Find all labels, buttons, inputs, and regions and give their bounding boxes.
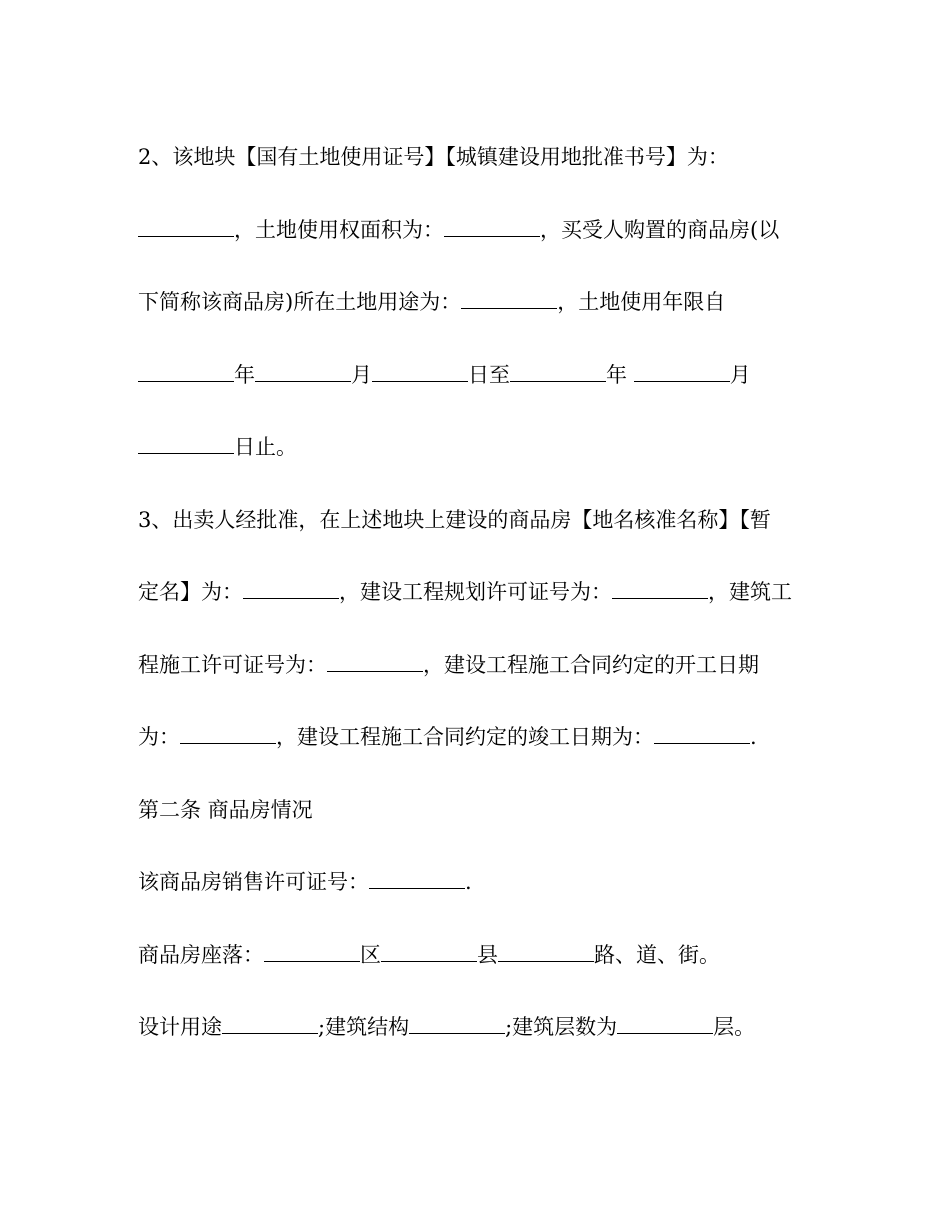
text: 2、该地块【国有土地使用证号】【城镇建设用地批准书号】为： (138, 145, 729, 169)
clause-3-line-3 (138, 650, 828, 680)
fill-blank[interactable] (180, 723, 276, 744)
fill-blank[interactable] (264, 941, 360, 962)
text: . (465, 870, 472, 894)
fill-blank[interactable] (222, 1013, 318, 1034)
fill-blank[interactable] (654, 723, 750, 744)
text: . (750, 725, 757, 749)
clause-3-line-2 (138, 577, 828, 607)
fill-blank[interactable] (138, 361, 234, 382)
text: ，土地使用权面积为： (234, 218, 444, 242)
text: ，建设工程施工合同约定的开工日期 (423, 653, 759, 677)
fill-blank[interactable] (255, 361, 351, 382)
fill-blank[interactable] (369, 868, 465, 889)
fill-blank[interactable] (617, 1013, 713, 1034)
fill-blank[interactable] (634, 361, 730, 382)
text: 区 (360, 943, 381, 967)
fill-blank[interactable] (372, 361, 468, 382)
text: 日止。 (234, 435, 297, 459)
fill-blank[interactable] (138, 433, 234, 454)
location-line (138, 940, 828, 970)
text: 县 (477, 943, 498, 967)
text: 该商品房销售许可证号： (138, 870, 369, 894)
article-2-heading (138, 795, 828, 825)
text: ;建筑结构 (318, 1015, 410, 1039)
clause-3-line-4 (138, 722, 828, 752)
text: 下简称该商品房)所在土地用途为： (138, 290, 462, 314)
fill-blank[interactable] (510, 361, 606, 382)
clause-2-line-4 (138, 360, 828, 390)
text: ，建设工程施工合同约定的竣工日期为： (276, 725, 654, 749)
text: 日至 (468, 363, 510, 387)
fill-blank[interactable] (498, 941, 594, 962)
text: 月 (729, 363, 751, 387)
clause-2-line-5 (138, 432, 828, 462)
text: ，土地使用年限自 (557, 290, 726, 314)
sales-license-line (138, 867, 828, 897)
text: ，建设工程规划许可证号为： (339, 580, 612, 604)
clause-3-line-1 (138, 505, 828, 535)
text: 第二条 商品房情况 (138, 798, 313, 822)
fill-blank[interactable] (138, 216, 234, 237)
text: 3、出卖人经批准，在上述地块上建设的商品房【地名核准名称】【暂 (138, 508, 771, 532)
text: 为： (138, 725, 180, 749)
text: 商品房座落： (138, 943, 264, 967)
text: 年 (234, 363, 255, 387)
fill-blank[interactable] (444, 216, 540, 237)
clause-2-line-3 (138, 287, 828, 317)
fill-blank[interactable] (409, 1013, 505, 1034)
text: ;建筑层数为 (505, 1015, 618, 1039)
fill-blank[interactable] (461, 288, 557, 309)
text: ，买受人购置的商品房(以 (540, 218, 780, 242)
clause-2-line-1 (138, 142, 828, 172)
design-use-line (138, 1012, 828, 1042)
fill-blank[interactable] (612, 578, 708, 599)
fill-blank[interactable] (327, 651, 423, 672)
fill-blank[interactable] (381, 941, 477, 962)
text: 月 (351, 363, 372, 387)
text: 年 (606, 363, 634, 387)
text: 层。 (713, 1015, 756, 1039)
text: 路、道、街。 (594, 943, 720, 967)
clause-2-line-2 (138, 215, 828, 245)
text: 定名】为： (138, 580, 243, 604)
text: 程施工许可证号为： (138, 653, 327, 677)
text: 设计用途 (138, 1015, 222, 1039)
text: ，建筑工 (708, 580, 792, 604)
fill-blank[interactable] (243, 578, 339, 599)
